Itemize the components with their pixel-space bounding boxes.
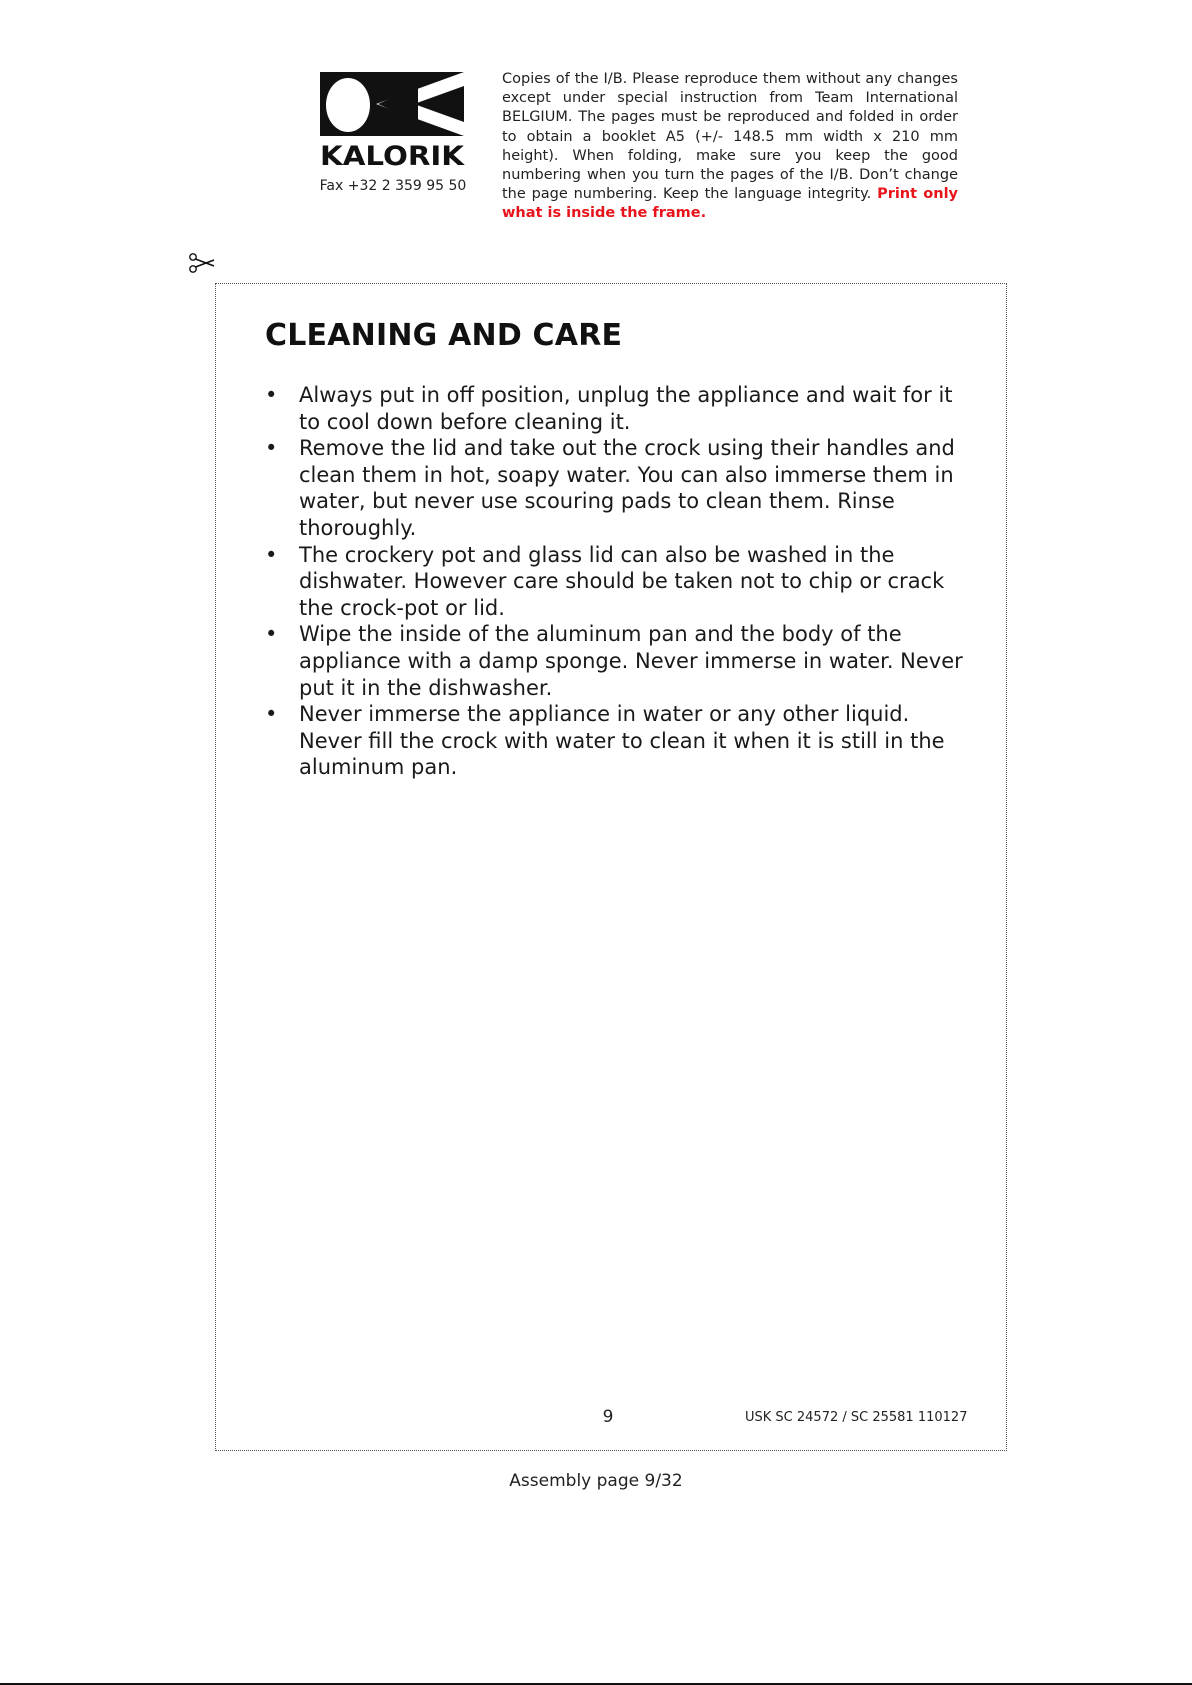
scissors-icon — [188, 252, 216, 274]
logo-wordmark: KALORIK — [320, 141, 466, 168]
section-title: CLEANING AND CARE — [265, 318, 623, 353]
fax-number: Fax +32 2 359 95 50 — [319, 178, 467, 194]
kalorik-logo — [318, 72, 466, 168]
assembly-page-label: Assembly page 9/32 — [509, 1471, 683, 1491]
cleaning-instructions-list — [265, 382, 965, 781]
list-item: • Never immerse the appliance in water or any other liquid. Never fill the crock with water to clean it when it is still in the aluminum pan. — [265, 701, 965, 781]
reproduction-notice — [502, 70, 958, 224]
list-item: • The crockery pot and glass lid can also be washed in the dishwater. However care should be taken not to chip or crack the crock-pot or lid. — [265, 542, 965, 622]
list-item: • Remove the lid and take out the crock using their handles and clean them in hot, soapy water. You can also immerse them in water, but never use scouring pads to clean them. Rinse thoroughly. — [265, 435, 965, 541]
list-item: • Wipe the inside of the aluminum pan and the body of the appliance with a damp sponge. Never immerse in water. Never put it in the dishwasher. — [265, 621, 965, 701]
page-number: 9 — [602, 1407, 614, 1427]
notice-text: Copies of the I/B. Please reproduce them without any changes except under special instruction from Team International BELGIUM. The pages must be reproduced and folded in order to obtain a booklet A5 (+/- 148.5 mm width x 210 mm height). When folding, make sure you keep the good numbering when you turn the pages of the I/B. Don’t change the page numbering. Keep the language integrity. — [502, 71, 958, 203]
model-reference: USK SC 24572 / SC 25581 110127 — [745, 1410, 968, 1425]
list-item: • Always put in off position, unplug the appliance and wait for it to cool down before cleaning it. — [265, 382, 965, 435]
notice-highlight: Print only what is inside the frame. — [502, 186, 958, 222]
